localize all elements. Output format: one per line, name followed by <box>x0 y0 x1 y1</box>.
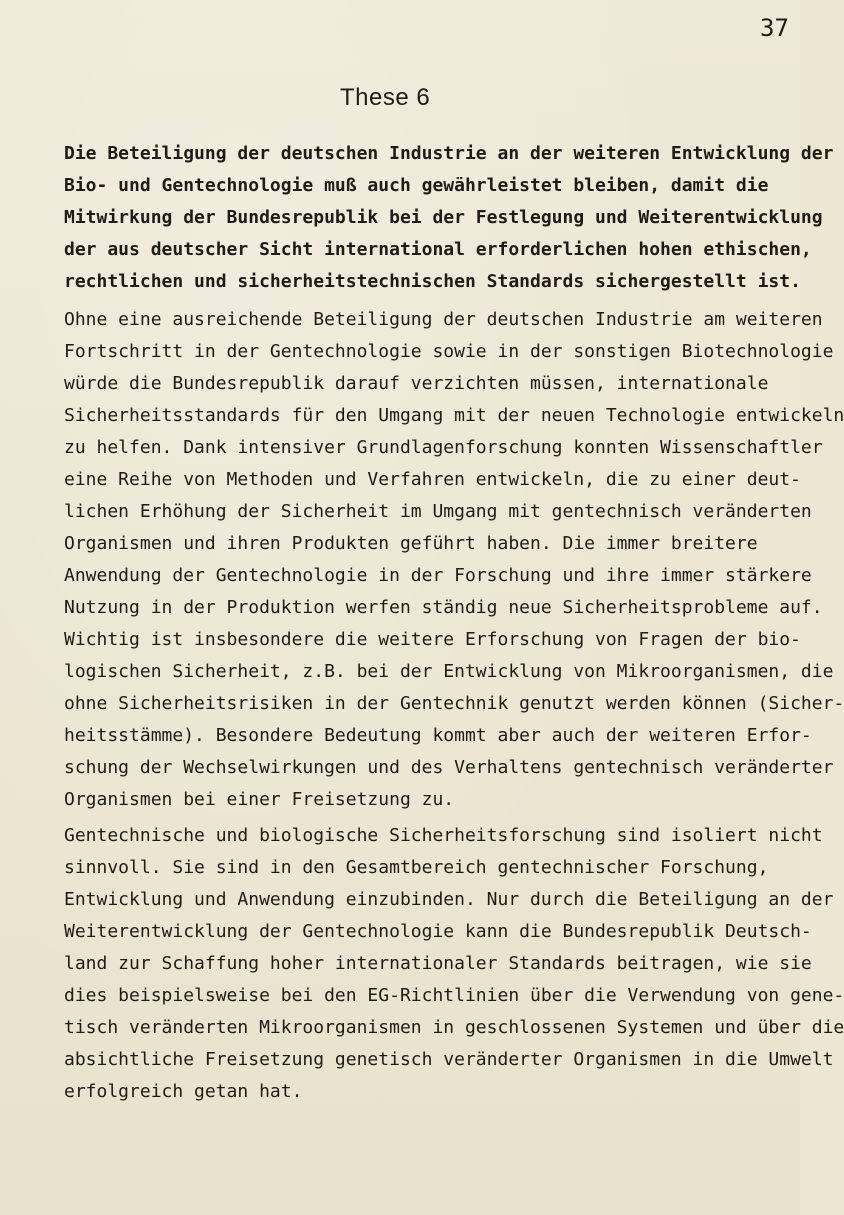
text-line: Organismen und ihren Produkten geführt haben. Die immer breitere <box>64 533 758 554</box>
text-line: Nutzung in der Produktion werfen ständig neue Sicherheitsprobleme auf. <box>64 597 823 618</box>
thesis-statement-paragraph <box>64 138 834 298</box>
text-line: Anwendung der Gentechnologie in der Forschung und ihre immer stärkere <box>64 565 812 586</box>
text-line: Entwicklung und Anwendung einzubinden. Nur durch die Beteiligung an der <box>64 889 834 910</box>
body-paragraph-1 <box>64 304 844 816</box>
text-line: der aus deutscher Sicht international erforderlichen hohen ethischen, <box>64 239 812 260</box>
text-line: rechtlichen und sicherheitstechnischen Standards sichergestellt ist. <box>64 271 801 292</box>
text-line: tisch veränderten Mikroorganismen in geschlossenen Systemen und über die <box>64 1017 844 1038</box>
text-line: Sicherheitsstandards für den Umgang mit der neuen Technologie entwickeln <box>64 405 844 426</box>
page-number: 37 <box>760 14 789 42</box>
body-paragraph-2 <box>64 820 844 1108</box>
text-line: erfolgreich getan hat. <box>64 1081 303 1102</box>
text-line: Bio- und Gentechnologie muß auch gewährleistet bleiben, damit die <box>64 175 769 196</box>
text-line: Gentechnische und biologische Sicherheitsforschung sind isoliert nicht <box>64 825 823 846</box>
text-line: Mitwirkung der Bundesrepublik bei der Festlegung und Weiterentwicklung <box>64 207 823 228</box>
text-line: sinnvoll. Sie sind in den Gesamtbereich gentechnischer Forschung, <box>64 857 769 878</box>
text-line: würde die Bundesrepublik darauf verzichten müssen, internationale <box>64 373 769 394</box>
text-line: Ohne eine ausreichende Beteiligung der deutschen Industrie am weiteren <box>64 309 823 330</box>
text-line: eine Reihe von Methoden und Verfahren entwickeln, die zu einer deut- <box>64 469 801 490</box>
text-line: land zur Schaffung hoher internationaler Standards beitragen, wie sie <box>64 953 812 974</box>
text-line: absichtliche Freisetzung genetisch veränderter Organismen in die Umwelt <box>64 1049 834 1070</box>
text-line: logischen Sicherheit, z.B. bei der Entwicklung von Mikroorganismen, die <box>64 661 834 682</box>
thesis-heading: These 6 <box>340 84 431 111</box>
text-line: heitsstämme). Besondere Bedeutung kommt aber auch der weiteren Erfor- <box>64 725 812 746</box>
text-line: schung der Wechselwirkungen und des Verhaltens gentechnisch veränderter <box>64 757 834 778</box>
text-line: Weiterentwicklung der Gentechnologie kann die Bundesrepublik Deutsch- <box>64 921 812 942</box>
text-line: dies beispielsweise bei den EG-Richtlinien über die Verwendung von gene- <box>64 985 844 1006</box>
text-line: lichen Erhöhung der Sicherheit im Umgang mit gentechnisch veränderten <box>64 501 812 522</box>
text-line: zu helfen. Dank intensiver Grundlagenforschung konnten Wissenschaftler <box>64 437 823 458</box>
text-line: Organismen bei einer Freisetzung zu. <box>64 789 455 810</box>
text-line: Fortschritt in der Gentechnologie sowie in der sonstigen Biotechnologie <box>64 341 834 362</box>
text-line: ohne Sicherheitsrisiken in der Gentechnik genutzt werden können (Sicher- <box>64 693 844 714</box>
text-line: Die Beteiligung der deutschen Industrie an der weiteren Entwicklung der <box>64 143 834 164</box>
text-line: Wichtig ist insbesondere die weitere Erforschung von Fragen der bio- <box>64 629 801 650</box>
